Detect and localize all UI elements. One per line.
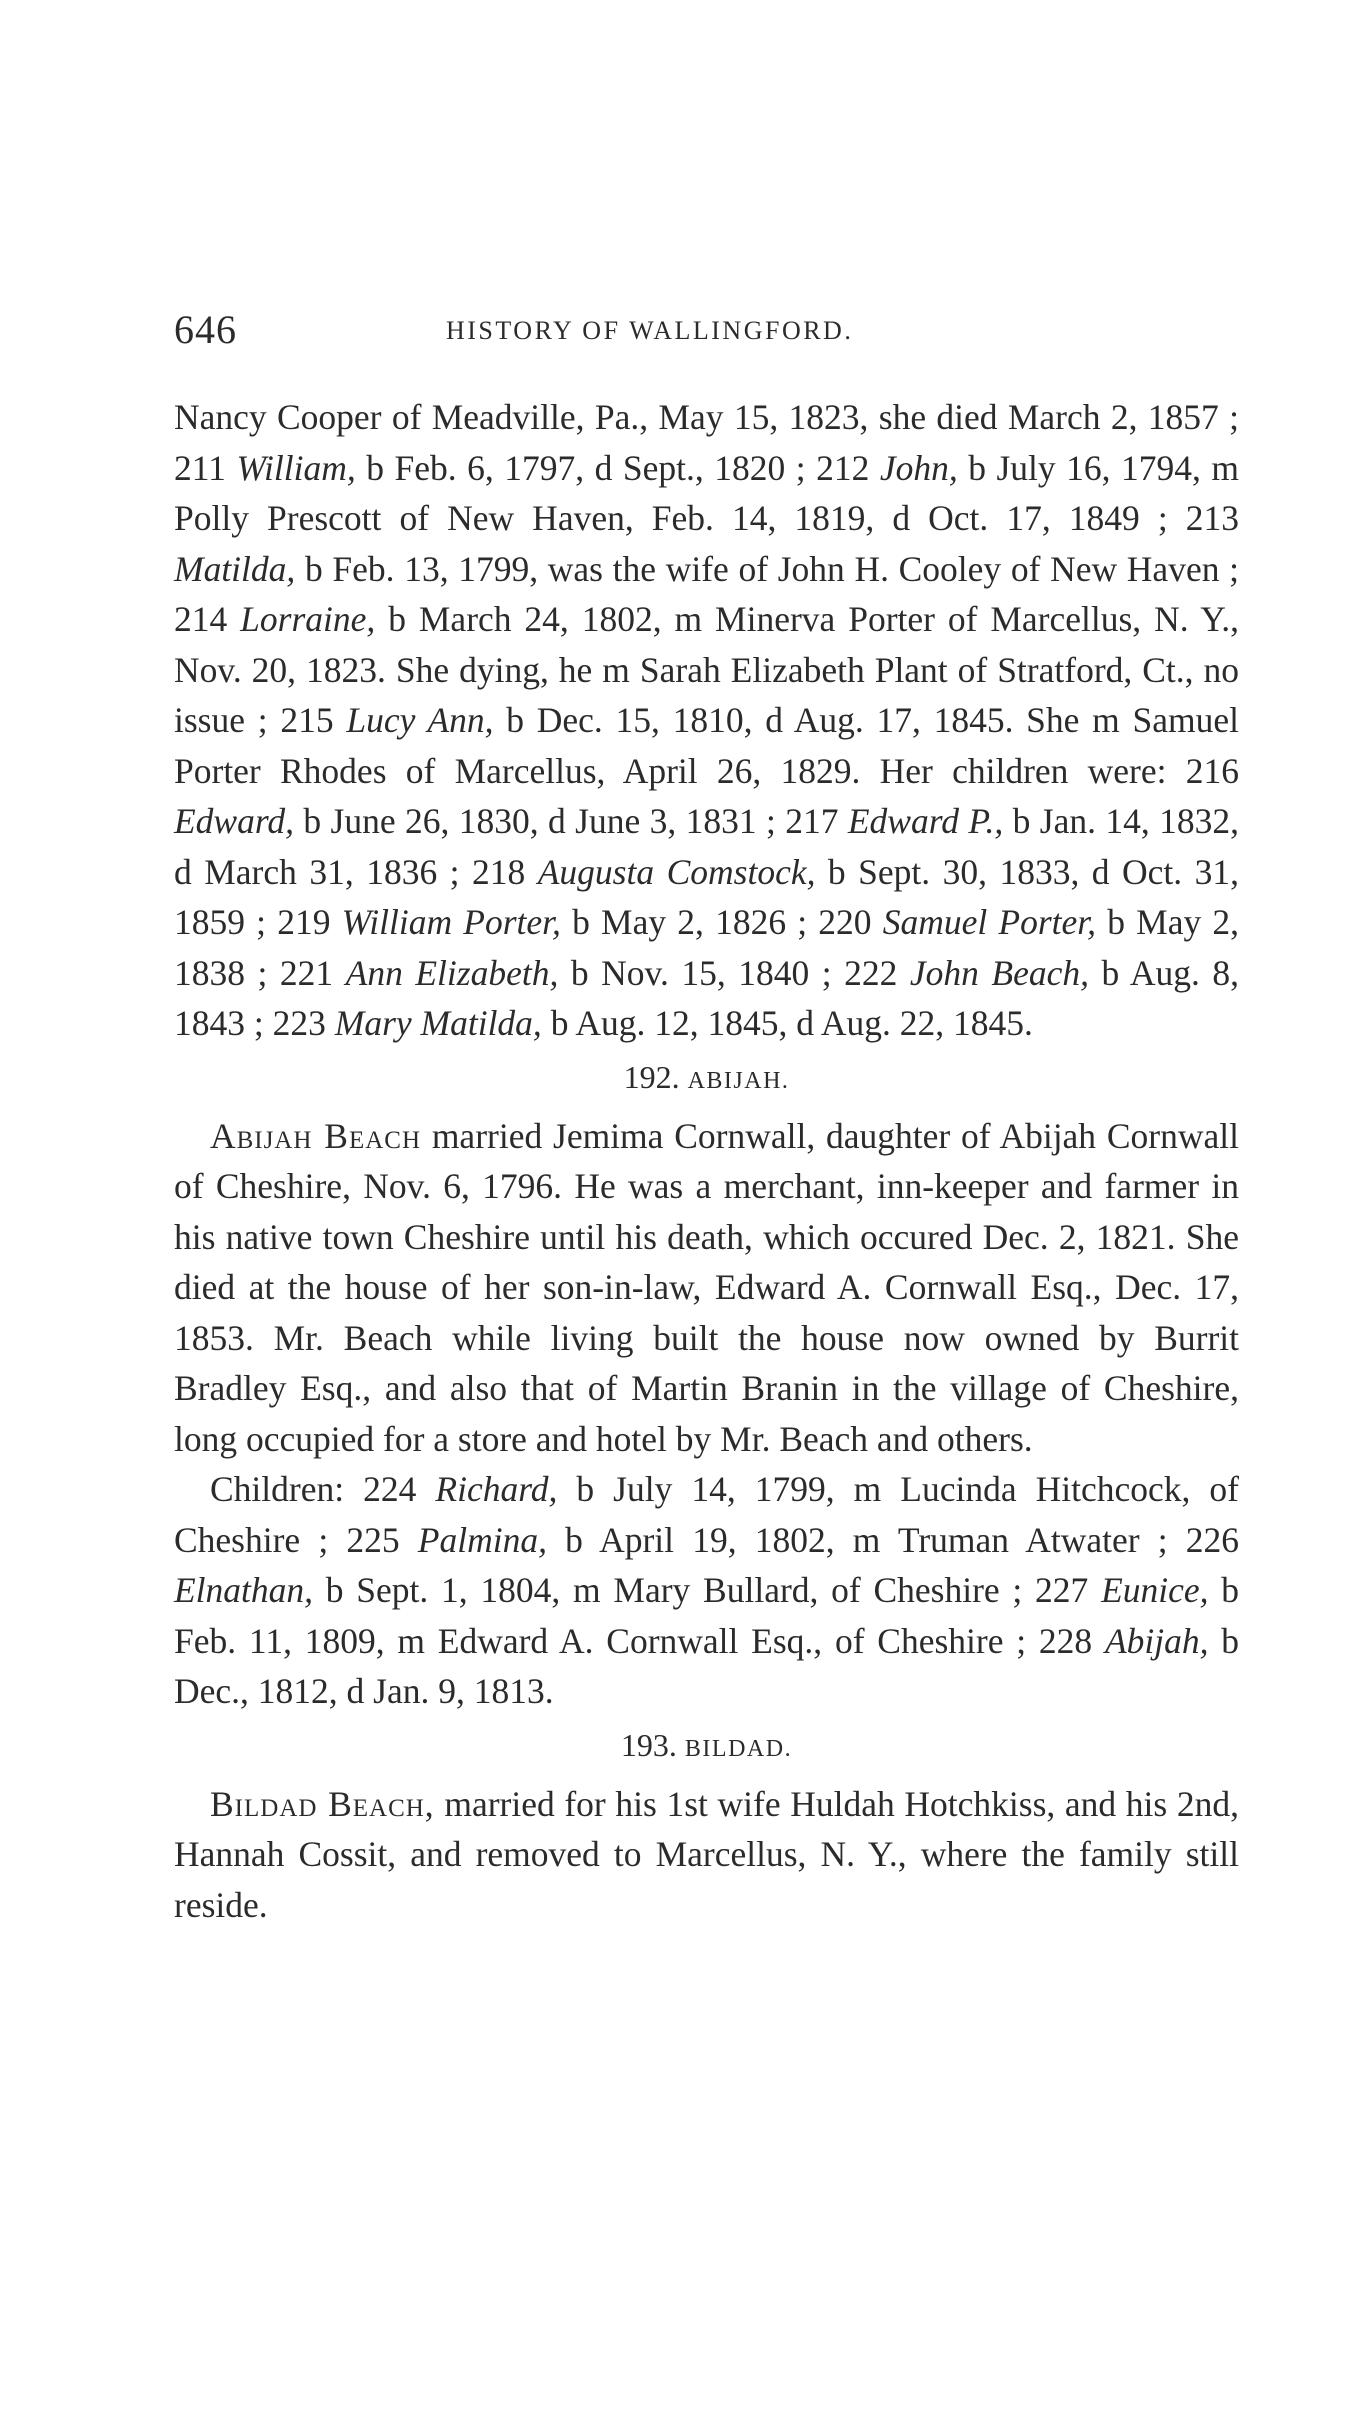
child-name: William, (236, 447, 356, 488)
section-heading-192: 192. ABIJAH. (623, 1058, 790, 1095)
child-name: Elnathan, (174, 1570, 314, 1610)
child-name: Matilda, (174, 548, 296, 589)
child-name: Eunice, (1101, 1570, 1209, 1610)
child-name: Abijah, (1104, 1620, 1209, 1661)
child-name: Augusta Comstock, (537, 851, 816, 892)
body-text (174, 392, 1239, 1930)
child-name: John, (879, 447, 958, 488)
child-name: Ann Elizabeth, (345, 952, 559, 993)
genealogy-paragraph-continued: Nancy Cooper of Meadville, Pa., May 15, 1823, she died March 2, 1857 ; 211 William, b Feb. 6, 1797, d Sept., 1820 ; 212 John, b July 16, 1794, m Polly Prescott of New Haven, Feb. 14, 1819, d Oct. 17, 1849 ; 213 Matilda, b Feb. 13, 1799, was the wife of John H. Cooley of New Haven ; 214 Lorraine, b March 24, 1802, m Minerva Porter of Marcellus, N. Y., Nov. 20, 1823. She dying, he m Sarah Elizabeth Plant of Stratford, Ct., no issue ; 215 Lucy Ann, b Dec. 15, 1810, d Aug. 17, 1845. She m Samuel Porter Rhodes of Marcellus, April 26, 1829. Her children were: 216 Edward, b June 26, 1830, d June 3, 1831 ; 217 Edward P., b Jan. 14, 1832, d March 31, 1836 ; 218 Augusta Comstock, b Sept. 30, 1833, d Oct. 31, 1859 ; 219 William Porter, b May 2, 1826 ; 220 Samuel Porter, b May 2, 1838 ; 221 Ann Elizabeth, b Nov. 15, 1840 ; 222 John Beach, b Aug. 8, 1843 ; 223 Mary Matilda, b Aug. 12, 1845, d Aug. 22, 1845. (174, 397, 1240, 1043)
abijah-paragraph: Abijah Beach married Jemima Cornwall, daughter of Abijah Cornwall of Cheshire, Nov. 6, 1796. He was a merchant, inn-keeper and farmer in his native town Cheshire until his death, which occured Dec. 2, 1821. She died at the house of her son-in-law, Edward A. Cornwall Esq., Dec. 17, 1853. Mr. Beach while living built the house now owned by Burrit Bradley Esq., and also that of Martin Branin in the village of Cheshire, long occupied for a store and hotel by Mr. Beach and others. (174, 1115, 1239, 1459)
running-head: HISTORY OF WALLINGFORD. (446, 316, 854, 345)
child-name: Lorraine, (240, 599, 376, 639)
child-name: Edward, (174, 801, 294, 841)
page-number: 646 (174, 307, 237, 352)
bildad-paragraph: Bildad Beach, married for his 1st wife Huldah Hotchkiss, and his 2nd, Hannah Cossit, and removed to Marcellus, N. Y., where the family still reside. (174, 1783, 1239, 1925)
person-name: Bildad Beach, (210, 1783, 435, 1824)
children-paragraph: Children: 224 Richard, b July 14, 1799, m Lucinda Hitchcock, of Cheshire ; 225 Palmina, b April 19, 1802, m Truman Atwater ; 226 Elnathan, b Sept. 1, 1804, m Mary Bullard, of Cheshire ; 227 Eunice, b Feb. 11, 1809, m Edward A. Cornwall Esq., of Cheshire ; 228 Abijah, b Dec., 1812, d Jan. 9, 1813. (174, 1469, 1240, 1711)
child-name: Samuel Porter, (882, 902, 1097, 942)
child-name: John Beach, (909, 952, 1090, 993)
child-name: Richard, (435, 1469, 558, 1509)
page-header (174, 306, 1224, 356)
child-name: William Porter, (341, 902, 561, 942)
section-heading-193: 193. BILDAD. (620, 1726, 793, 1763)
child-name: Mary Matilda, (334, 1003, 542, 1043)
child-name: Lucy Ann, (346, 700, 494, 740)
child-name: Palmina, (417, 1519, 547, 1560)
person-name: Abijah Beach (210, 1115, 422, 1156)
child-name: Edward P., (847, 801, 1004, 841)
